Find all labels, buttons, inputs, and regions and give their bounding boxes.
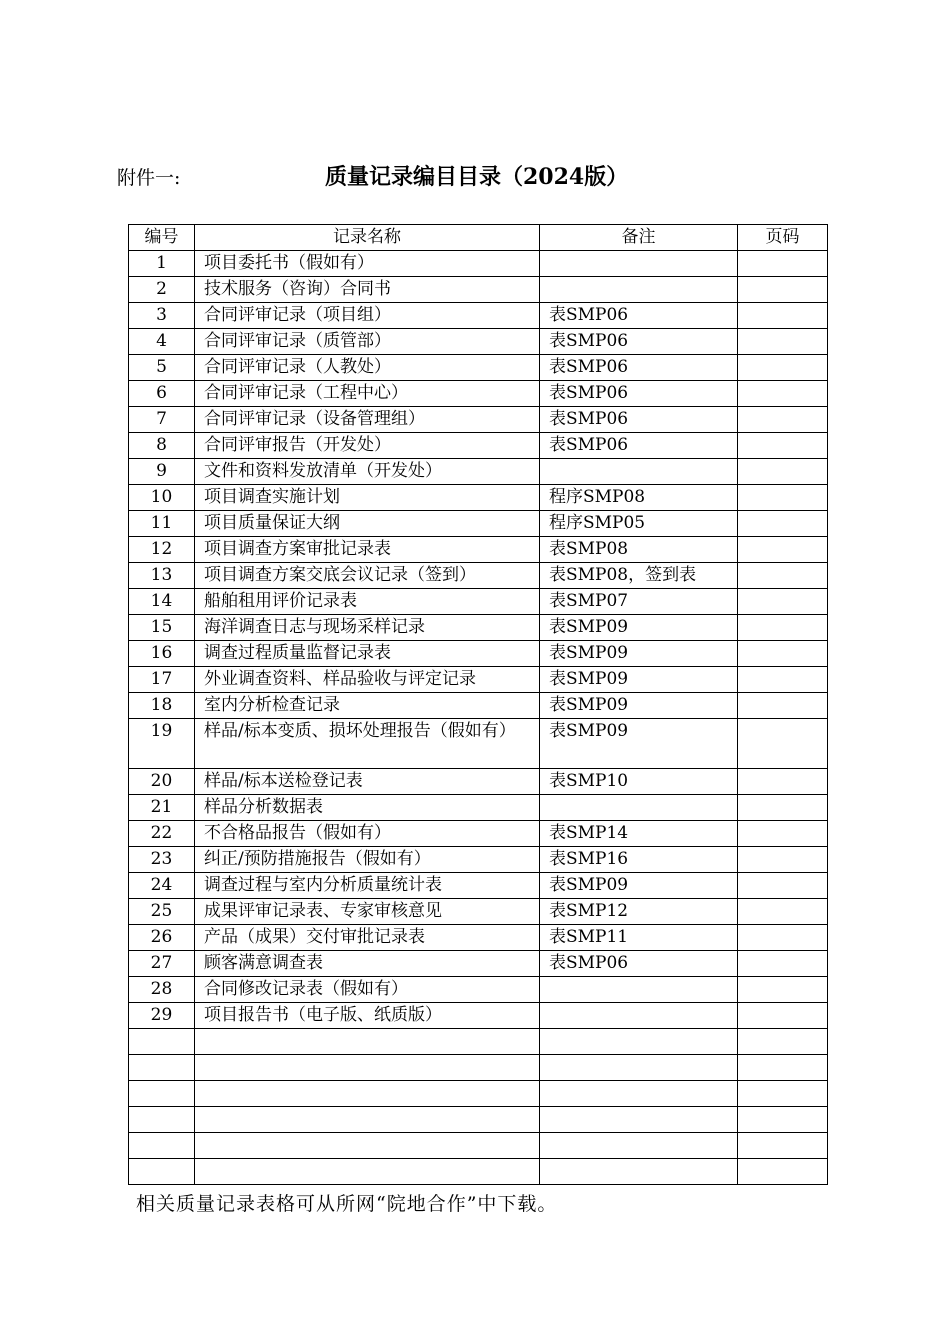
row-number [129, 1133, 195, 1159]
row-remarks: 表SMP12 [540, 899, 738, 925]
row-record-name [195, 1159, 540, 1185]
row-remarks: 表SMP06 [540, 951, 738, 977]
row-page-number [738, 769, 828, 795]
row-remarks: 表SMP09 [540, 693, 738, 719]
row-number [129, 1081, 195, 1107]
row-record-name: 合同评审记录（设备管理组） [195, 407, 540, 433]
row-remarks [540, 251, 738, 277]
row-remarks: 表SMP08 [540, 537, 738, 563]
row-page-number [738, 821, 828, 847]
header-remarks: 备注 [540, 225, 738, 251]
row-page-number [738, 251, 828, 277]
table-row [129, 381, 828, 407]
row-number: 6 [129, 381, 195, 407]
row-page-number [738, 563, 828, 589]
row-number: 8 [129, 433, 195, 459]
row-page-number [738, 1029, 828, 1055]
row-page-number [738, 925, 828, 951]
row-page-number [738, 511, 828, 537]
row-page-number [738, 693, 828, 719]
row-number: 13 [129, 563, 195, 589]
table-row [129, 1003, 828, 1029]
row-remarks [540, 1133, 738, 1159]
row-page-number [738, 667, 828, 693]
row-number: 9 [129, 459, 195, 485]
row-remarks: 表SMP09 [540, 667, 738, 693]
row-remarks: 表SMP06 [540, 407, 738, 433]
row-remarks [540, 277, 738, 303]
table-row [129, 589, 828, 615]
row-record-name [195, 1081, 540, 1107]
table-row [129, 719, 828, 769]
table-row [129, 1133, 828, 1159]
row-record-name: 纠正/预防措施报告（假如有） [195, 847, 540, 873]
row-record-name: 项目调查方案交底会议记录（签到） [195, 563, 540, 589]
row-remarks [540, 977, 738, 1003]
table-row [129, 821, 828, 847]
row-remarks [540, 459, 738, 485]
table-row [129, 433, 828, 459]
row-remarks: 程序SMP08 [540, 485, 738, 511]
row-number [129, 1055, 195, 1081]
table-row [129, 251, 828, 277]
row-page-number [738, 847, 828, 873]
row-page-number [738, 615, 828, 641]
row-record-name: 项目质量保证大纲 [195, 511, 540, 537]
table-row [129, 1159, 828, 1185]
row-remarks: 表SMP14 [540, 821, 738, 847]
row-number: 20 [129, 769, 195, 795]
row-record-name: 项目调查方案审批记录表 [195, 537, 540, 563]
row-remarks: 表SMP06 [540, 303, 738, 329]
table-row [129, 277, 828, 303]
table-row [129, 563, 828, 589]
row-record-name: 船舶租用评价记录表 [195, 589, 540, 615]
row-number: 15 [129, 615, 195, 641]
row-number: 27 [129, 951, 195, 977]
row-number: 23 [129, 847, 195, 873]
row-remarks: 表SMP06 [540, 355, 738, 381]
row-number [129, 1159, 195, 1185]
row-number: 2 [129, 277, 195, 303]
row-number: 11 [129, 511, 195, 537]
row-page-number [738, 1055, 828, 1081]
table-row [129, 769, 828, 795]
row-number: 18 [129, 693, 195, 719]
row-number: 16 [129, 641, 195, 667]
row-record-name: 合同评审记录（人教处） [195, 355, 540, 381]
row-record-name: 文件和资料发放清单（开发处） [195, 459, 540, 485]
row-remarks [540, 1107, 738, 1133]
row-page-number [738, 303, 828, 329]
row-number: 14 [129, 589, 195, 615]
row-record-name: 样品/标本送检登记表 [195, 769, 540, 795]
row-record-name: 成果评审记录表、专家审核意见 [195, 899, 540, 925]
row-remarks: 表SMP10 [540, 769, 738, 795]
table-row [129, 303, 828, 329]
table-row [129, 1081, 828, 1107]
header-record-name: 记录名称 [195, 225, 540, 251]
row-number [129, 1107, 195, 1133]
table-row [129, 329, 828, 355]
row-record-name: 合同评审报告（开发处） [195, 433, 540, 459]
table-row [129, 407, 828, 433]
row-remarks: 表SMP09 [540, 641, 738, 667]
row-record-name [195, 1029, 540, 1055]
row-page-number [738, 795, 828, 821]
row-number: 3 [129, 303, 195, 329]
table-row [129, 1029, 828, 1055]
row-number [129, 1029, 195, 1055]
row-number: 26 [129, 925, 195, 951]
row-page-number [738, 951, 828, 977]
row-record-name: 调查过程与室内分析质量统计表 [195, 873, 540, 899]
table-row [129, 355, 828, 381]
row-page-number [738, 277, 828, 303]
table-row [129, 485, 828, 511]
row-number: 19 [129, 719, 195, 769]
row-page-number [738, 719, 828, 769]
table-row [129, 925, 828, 951]
row-remarks: 表SMP09 [540, 719, 738, 769]
row-page-number [738, 589, 828, 615]
row-remarks: 表SMP11 [540, 925, 738, 951]
table-row [129, 977, 828, 1003]
header-page-number: 页码 [738, 225, 828, 251]
table-row [129, 459, 828, 485]
table-row [129, 795, 828, 821]
row-record-name [195, 1133, 540, 1159]
row-page-number [738, 537, 828, 563]
row-record-name: 顾客满意调查表 [195, 951, 540, 977]
row-number: 21 [129, 795, 195, 821]
download-note: 相关质量记录表格可从所网“院地合作”中下载。 [136, 1193, 558, 1215]
row-record-name: 项目调查实施计划 [195, 485, 540, 511]
table-row [129, 899, 828, 925]
row-page-number [738, 899, 828, 925]
row-number: 10 [129, 485, 195, 511]
row-remarks [540, 1003, 738, 1029]
row-remarks: 表SMP09 [540, 615, 738, 641]
row-record-name: 合同评审记录（质管部） [195, 329, 540, 355]
header-number: 编号 [129, 225, 195, 251]
row-page-number [738, 1003, 828, 1029]
row-number: 29 [129, 1003, 195, 1029]
record-catalog-table [128, 224, 828, 1185]
table-row [129, 615, 828, 641]
row-page-number [738, 873, 828, 899]
row-record-name: 项目报告书（电子版、纸质版） [195, 1003, 540, 1029]
row-number: 25 [129, 899, 195, 925]
annex-label: 附件一: [117, 167, 181, 189]
row-record-name [195, 1107, 540, 1133]
row-record-name: 海洋调查日志与现场采样记录 [195, 615, 540, 641]
row-number: 24 [129, 873, 195, 899]
row-remarks: 表SMP06 [540, 381, 738, 407]
row-record-name: 产品（成果）交付审批记录表 [195, 925, 540, 951]
row-page-number [738, 459, 828, 485]
row-record-name: 合同修改记录表（假如有） [195, 977, 540, 1003]
row-number: 28 [129, 977, 195, 1003]
row-page-number [738, 381, 828, 407]
table-row [129, 693, 828, 719]
row-number: 4 [129, 329, 195, 355]
row-number: 7 [129, 407, 195, 433]
row-remarks: 表SMP16 [540, 847, 738, 873]
page-title: 质量记录编目目录（2024版） [325, 164, 629, 190]
row-remarks: 表SMP06 [540, 329, 738, 355]
table-row [129, 951, 828, 977]
row-record-name: 样品/标本变质、损坏处理报告（假如有） [195, 719, 540, 769]
row-remarks [540, 1081, 738, 1107]
row-record-name: 外业调查资料、样品验收与评定记录 [195, 667, 540, 693]
row-page-number [738, 1159, 828, 1185]
row-page-number [738, 1081, 828, 1107]
row-remarks [540, 1055, 738, 1081]
row-number: 1 [129, 251, 195, 277]
row-record-name: 技术服务（咨询）合同书 [195, 277, 540, 303]
row-remarks: 表SMP09 [540, 873, 738, 899]
row-record-name: 室内分析检查记录 [195, 693, 540, 719]
row-page-number [738, 485, 828, 511]
row-record-name: 样品分析数据表 [195, 795, 540, 821]
row-record-name: 合同评审记录（项目组） [195, 303, 540, 329]
row-number: 12 [129, 537, 195, 563]
table-row [129, 641, 828, 667]
table-header-row [129, 225, 828, 251]
row-number: 5 [129, 355, 195, 381]
row-record-name: 不合格品报告（假如有） [195, 821, 540, 847]
row-page-number [738, 433, 828, 459]
table-row [129, 873, 828, 899]
row-remarks [540, 1159, 738, 1185]
row-remarks [540, 795, 738, 821]
row-record-name [195, 1055, 540, 1081]
row-number: 22 [129, 821, 195, 847]
row-record-name: 项目委托书（假如有） [195, 251, 540, 277]
row-record-name: 合同评审记录（工程中心） [195, 381, 540, 407]
row-page-number [738, 407, 828, 433]
row-page-number [738, 1107, 828, 1133]
table-row [129, 1055, 828, 1081]
row-remarks: 程序SMP05 [540, 511, 738, 537]
row-remarks [540, 1029, 738, 1055]
table-row [129, 1107, 828, 1133]
table-row [129, 667, 828, 693]
row-remarks: 表SMP08，签到表 [540, 563, 738, 589]
row-page-number [738, 977, 828, 1003]
table-row [129, 847, 828, 873]
table-row [129, 537, 828, 563]
row-number: 17 [129, 667, 195, 693]
row-page-number [738, 641, 828, 667]
table-row [129, 511, 828, 537]
row-page-number [738, 1133, 828, 1159]
row-remarks: 表SMP07 [540, 589, 738, 615]
row-page-number [738, 329, 828, 355]
row-record-name: 调查过程质量监督记录表 [195, 641, 540, 667]
row-page-number [738, 355, 828, 381]
row-remarks: 表SMP06 [540, 433, 738, 459]
